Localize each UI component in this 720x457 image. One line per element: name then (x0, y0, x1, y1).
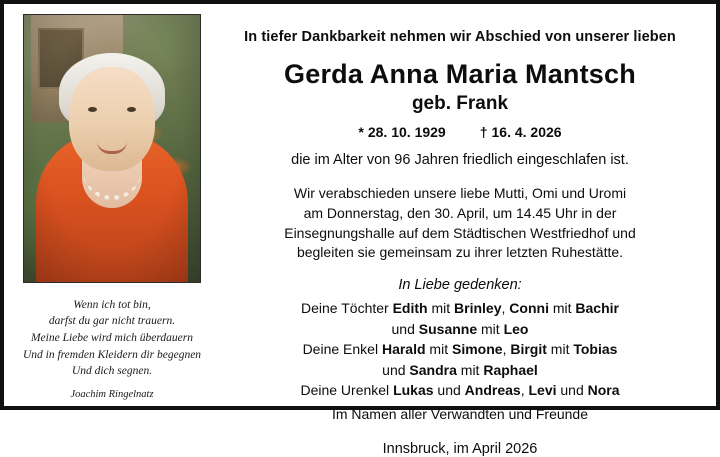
poem-line: Wenn ich tot bin, (73, 298, 151, 311)
family-line (300, 298, 619, 318)
family-member-name: Susanne (418, 320, 478, 337)
poem-line: Und dich segnen. (71, 365, 153, 378)
family-line (300, 339, 619, 359)
birth-date (358, 124, 445, 140)
maiden-name: geb. Frank (411, 93, 509, 115)
death-date-value: 16. 4. 2026 (491, 124, 562, 141)
intro-text: In tiefer Dankbarkeit nehmen wir Abschied von unserer lieben (244, 29, 676, 45)
portrait-photo (23, 14, 201, 283)
family-text: und (556, 382, 588, 398)
family-text: Deine Töchter (301, 300, 393, 317)
family-member-name: Edith (392, 300, 428, 317)
family-text: und (391, 320, 419, 337)
family-member-name: Brinley (454, 300, 502, 317)
family-member-name: Tobias (573, 341, 618, 358)
age-line: die im Alter von 96 Jahren friedlich eingeschlafen ist. (291, 152, 629, 169)
birth-star-icon: * (358, 124, 364, 141)
poem-line: Meine Liebe wird mich überdauern (30, 331, 194, 344)
family-member-name: Leo (503, 320, 529, 337)
farewell-line: Wir verabschieden unsere liebe Mutti, Omi und Uromi (293, 184, 627, 201)
family-line (300, 380, 619, 400)
family-text: mit (456, 361, 484, 378)
farewell-line: begleiten sie gemeinsam zu ihrer letzten Ruhestätte. (296, 244, 624, 261)
birth-date-value: 28. 10. 1929 (367, 124, 446, 141)
poem (17, 297, 207, 380)
family-text: Deine Enkel (302, 341, 382, 358)
place-and-date: Innsbruck, im April 2026 (382, 440, 538, 457)
family-text: Deine Urenkel (300, 382, 394, 398)
family-text: , (502, 341, 511, 358)
family-text: mit (477, 320, 504, 337)
family-text: mit (427, 300, 455, 317)
family-text: , (520, 382, 529, 398)
family-member-name: Nora (587, 382, 620, 398)
family-member-name: Simone (451, 341, 503, 358)
family-member-name: Raphael (483, 361, 538, 378)
family-member-name: Conni (509, 300, 549, 317)
family-text: mit (548, 300, 576, 317)
deceased-name: Gerda Anna Maria Mantsch (284, 58, 636, 89)
family-member-name: Sandra (409, 361, 457, 378)
farewell-text (284, 184, 636, 264)
family-member-name: Birgit (510, 341, 547, 358)
family-text: und (382, 361, 410, 378)
family-member-name: Levi (528, 382, 557, 398)
farewell-line: Einsegnungshalle auf dem Städtischen Westfriedhof und (284, 224, 636, 241)
family-text: mit (546, 341, 574, 358)
in-love-heading: In Liebe gedenken: (398, 277, 522, 294)
death-date (480, 124, 562, 140)
farewell-line: am Donnerstag, den 30. April, um 14.45 Uhr in der (303, 204, 617, 221)
family-line (300, 319, 619, 339)
photo-vignette (24, 15, 200, 282)
poem-line: Und in fremden Kleidern dir begegnen (22, 348, 202, 361)
poem-author: Joachim Ringelnatz (70, 389, 154, 400)
family-member-name: Bachir (575, 300, 619, 317)
family-line (300, 360, 619, 380)
right-column (212, 10, 708, 457)
family-text: und (433, 382, 465, 398)
left-column (12, 10, 212, 400)
family-text: mit (425, 341, 452, 358)
poem-line: darfst du gar nicht trauern. (48, 315, 176, 328)
closing-text: Im Namen aller Verwandten und Freunde (331, 406, 589, 423)
life-dates (358, 124, 561, 140)
family-text: , (501, 300, 510, 317)
death-cross-icon: † (479, 124, 488, 141)
family-member-name: Lukas (393, 382, 434, 398)
family-member-name: Harald (381, 341, 426, 358)
family-member-name: Andreas (464, 382, 521, 398)
family-list (300, 298, 619, 400)
